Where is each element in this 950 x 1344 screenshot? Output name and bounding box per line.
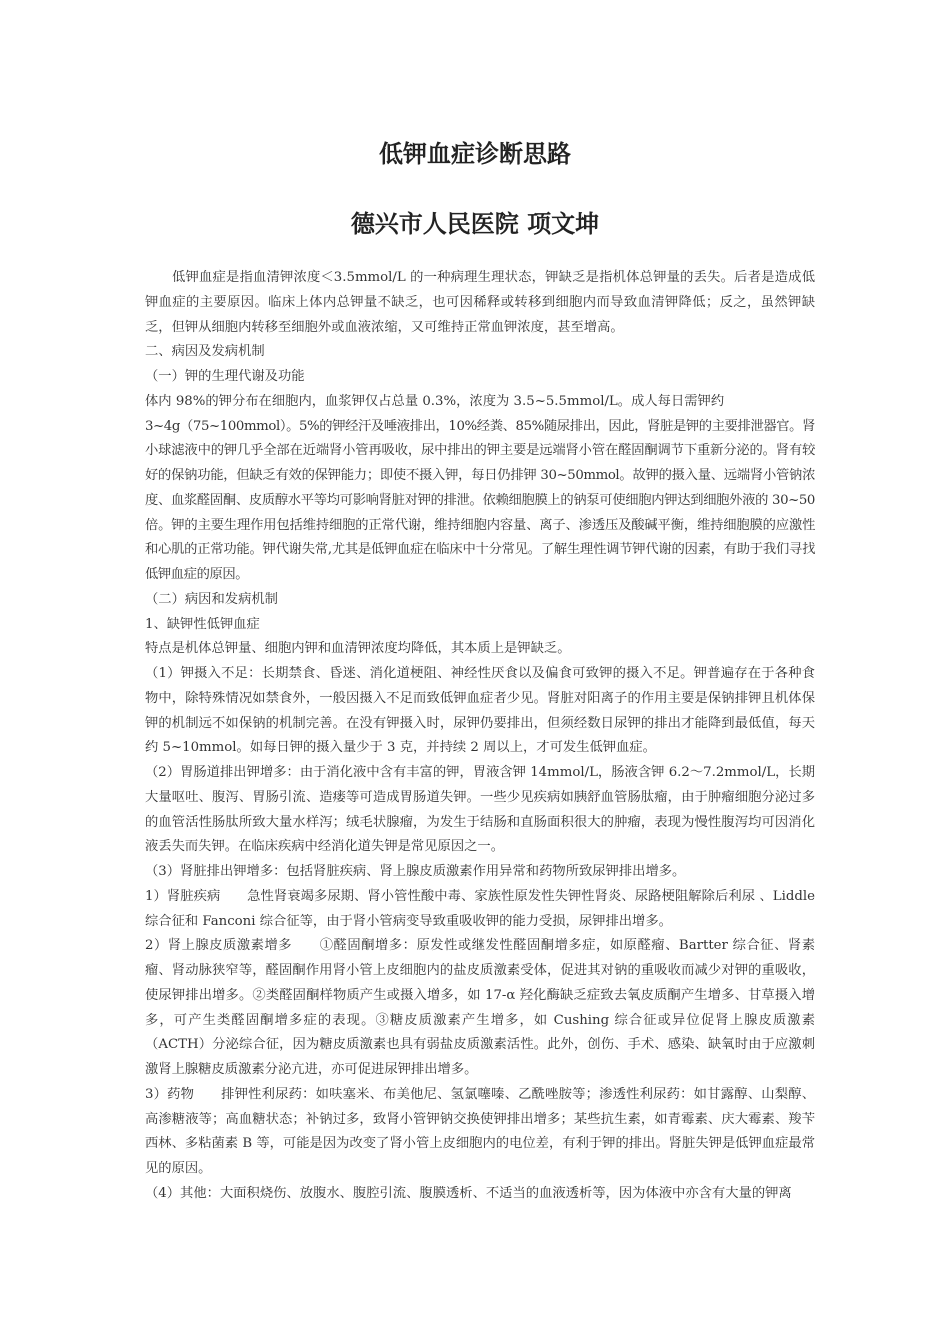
subsection-heading: （二）病因和发病机制 [145,591,278,607]
paragraph-intro: 低钾血症是指血清钾浓度＜3.5mmol/L 的一种病理生理状态，钾缺乏是指机体总钾量的丢失。后者是造成低钾血症的主要原因。临床上体内总钾量不缺乏，也可因稀释或转移到细胞内而导致血清钾降低；反之，虽然钾缺乏，但钾从细胞内转移至细胞外或血液浓缩，又可维持正常血钾浓度，甚至增高。 [145,270,815,335]
paragraph: （3）肾脏排出钾增多：包括肾脏疾病、肾上腺皮质激素作用异常和药物所致尿钾排出增多。 [145,864,686,879]
paragraph: 体内 98%的钾分布在细胞内，血浆钾仅占总量 0.3%，浓度为 3.5~5.5mmol/L。成人每日需钾约 [145,393,725,409]
subsection-heading: （一）钾的生理代谢及功能 [145,369,305,384]
paragraph: 1）肾脏疾病 急性肾衰竭多尿期、肾小管性酸中毒、家族性原发性失钾性肾炎、尿路梗阻解除后利尿 、Liddle 综合征和 Fanconi 综合征等，由于肾小管病变导致重吸收钾的能力受损，尿钾排出增多。 [145,888,815,929]
document-body [145,266,815,1207]
paragraph: （1）钾摄入不足：长期禁食、昏迷、消化道梗阻、神经性厌食以及偏食可致钾的摄入不足。钾普遍存在于各种食物中，除特殊情况如禁食外，一般因摄入不足而致低钾血症者少见。肾脏对阳离子的作用主要是保钠排钾且机体保钾的机制远不如保钠的机制完善。在没有钾摄入时，尿钾仍要排出，但须经数日尿钾的排出才能降到最低值，每天约 5~10mmol。如每日钾的摄入量少于 3 克，并持续 2 周以上，才可发生低钾血症。 [145,666,815,756]
item-heading: 1、缺钾性低钾血症 [145,616,260,632]
paragraph: 2）肾上腺皮质激素增多 ①醛固酮增多：原发性或继发性醛固酮增多症，如原醛瘤、Bartter 综合征、肾素瘤、肾动脉狭窄等，醛固酮作用肾小管上皮细胞内的盐皮质激素受体，促进其对钠的重吸收而减少对钾的重吸收，使尿钾排出增多。②类醛固酮样物质产生或摄入增多，如 17-α 羟化酶缺乏症致去氧皮质酮产生增多、甘草摄入增多，可产生类醛固酮增多症的表现。③糖皮质激素产生增多，如 Cushing 综合征或异位促肾上腺皮质激素（ACTH）分泌综合征，因为糖皮质激素也具有弱盐皮质激素活性。此外，创伤、手术、感染、缺氧时由于应激刺激肾上腺糖皮质激素分泌亢进，亦可促进尿钾排出增多。 [145,938,815,1077]
paragraph: （4）其他：大面积烧伤、放腹水、腹腔引流、腹膜透析、不适当的血液透析等，因为体液中亦含有大量的钾离 [145,1185,792,1201]
document-author: 德兴市人民医院 项文坤 [350,210,600,238]
paragraph: 3~4g（75~100mmol）。5%的钾经汗及唾液排出，10%经粪、85%随尿排出，因此，肾脏是钾的主要排泄器官。肾小球滤液中的钾几乎全部在近端肾小管再吸收，尿中排出的钾主要是远端肾小管在醛固酮调节下重新分泌的。肾有较好的保钠功能，但缺乏有效的保钾能力；即使不摄入钾，每日仍排钾 30~50mmol。故钾的摄入量、远端肾小管钠浓度、血浆醛固酮、皮质醇水平等均可影响肾脏对钾的排泄。依赖细胞膜上的钠泵可使细胞内钾达到细胞外液的 30~50 倍。钾的主要生理作用包括维持细胞的正常代谢，维持细胞内容量、离子、渗透压及酸碱平衡，维持细胞膜的应激性和心肌的正常功能。钾代谢失常,尤其是低钾血症在临床中十分常见。了解生理性调节钾代谢的因素，有助于我们寻找低钾血症的原因。 [145,418,815,582]
document-title: 低钾血症诊断思路 [379,140,571,168]
paragraph: 特点是机体总钾量、细胞内钾和血清钾浓度均降低，其本质上是钾缺乏。 [145,641,571,657]
paragraph: 3）药物 排钾性利尿药：如呋塞米、布美他尼、氢氯噻嗪、乙酰唑胺等；渗透性利尿药：如甘露醇、山梨醇、高渗糖液等；高血糖状态；补钠过多，致肾小管钾钠交换使钾排出增多；某些抗生素，如青霉素、庆大霉素、羧苄西林、多粘菌素 B 等，可能是因为改变了肾小管上皮细胞内的电位差，有利于钾的排出。肾脏失钾是低钾血症最常见的原因。 [145,1086,815,1176]
paragraph: （2）胃肠道排出钾增多：由于消化液中含有丰富的钾，胃液含钾 14mmol/L，肠液含钾 6.2～7.2mmol/L，长期大量呕吐、腹泻、胃肠引流、造瘘等可造成胃肠道失钾。一些少见疾病如胰舒血管肠肽瘤，由于肿瘤细胞分泌过多的血管活性肠肽所致大量水样泻；绒毛状腺瘤，为发生于结肠和直肠面积很大的肿瘤，表现为慢性腹泻均可因消化液丢失而失钾。在临床疾病中经消化道失钾是常见原因之一。 [145,765,815,855]
section-heading: 二、病因及发病机制 [145,344,265,360]
